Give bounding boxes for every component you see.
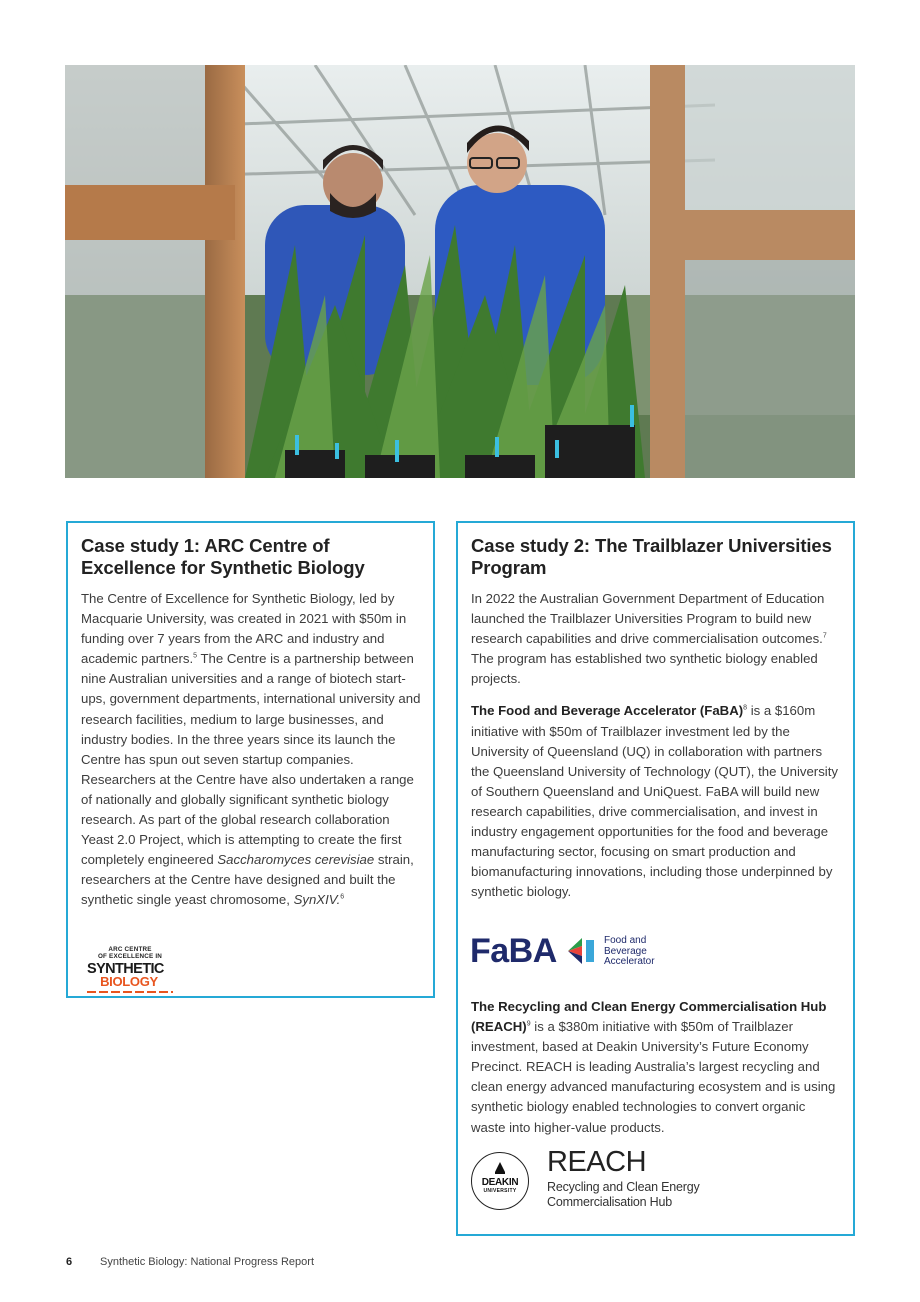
arc-synthetic-biology-logo: ARC CENTRE OF EXCELLENCE IN SYNTHETIC BIOLOGY <box>87 947 177 997</box>
faba-paragraph: The Food and Beverage Accelerator (FaBA)$^8$ is a $160m initiative with $50m of Trailblazer investment led by the University of Queensland (UQ) in collaboration with partners the Queensland University of Technology (QUT), the University of Southern Queensland and UniQuest. FaBA will build new research capabilities, drive commercialisation, and invest in industry engagement opportunities for the food and beverage manufacturing sector, focusing on smart production and biomanufacturing innovations, including those underpinned by synthetic biology. <box>471 703 838 900</box>
trailblazer-intro: In 2022 the Australian Government Department of Education launched the Trailblazer Universities Program to build new research capabilities and drive commercialisation outcomes.$^7$ The program has established two synthetic biology enabled projects. <box>471 591 827 687</box>
deakin-university-logo: DEAKIN UNIVERSITY <box>471 1152 529 1210</box>
deakin-crest-icon <box>495 1162 505 1174</box>
case-study-2-title: Case study 2: The Trailblazer Universities Program <box>471 535 832 578</box>
case-study-2-box <box>456 521 855 1236</box>
report-title: Synthetic Biology: National Progress Report <box>100 1256 314 1268</box>
arc-logo-dash <box>87 991 173 993</box>
greenhouse-photo <box>65 65 855 478</box>
case-study-1-title: Case study 1: ARC Centre of Excellence for Synthetic Biology <box>81 535 365 578</box>
case-study-1-body: The Centre of Excellence for Synthetic Biology, led by Macquarie University, was created in 2021 with $50m in funding over 7 years from the ARC and industry and academic partners.$^5$ The Centre is a partnership between nine Australian universities and a range of biotech start-ups, government departments, international university and research facilities, medium to large businesses, and industry bodies. In the three years since its launch the Centre has spun out seven startup companies. Researchers at the Centre have also undertaken a range of nationally and globally significant synthetic biology research. As part of the global research collaboration Yeast 2.0 Project, which is attempting to create the first completely engineered Saccharomyces cerevisiae strain, researchers at the Centre have designed and built the synthetic single yeast chromosome, SynXIV.$^6$ <box>81 591 421 908</box>
reach-logo: DEAKIN UNIVERSITY REACH Recycling and Clean Energy Commercialisation Hub <box>471 1150 721 1214</box>
page-footer <box>66 1256 314 1268</box>
faba-arrow-icon <box>566 934 600 968</box>
faba-logo: FaBA Food and Beverage Accelerator <box>470 932 655 970</box>
reach-paragraph: The Recycling and Clean Energy Commercialisation Hub (REACH)$^9$ is a $380m initiative with $50m of Trailblazer investment, based at Deakin University’s Future Economy Precinct. REACH is leading Australia’s largest recycling and clean energy advanced manufacturing ecosystem and is using synthetic biology enabled technologies to convert organic waste into higher-value products. <box>471 999 836 1135</box>
case-study-1-box <box>66 521 435 998</box>
page-number: 6 <box>66 1256 73 1268</box>
greenhouse-illustration <box>65 65 855 478</box>
